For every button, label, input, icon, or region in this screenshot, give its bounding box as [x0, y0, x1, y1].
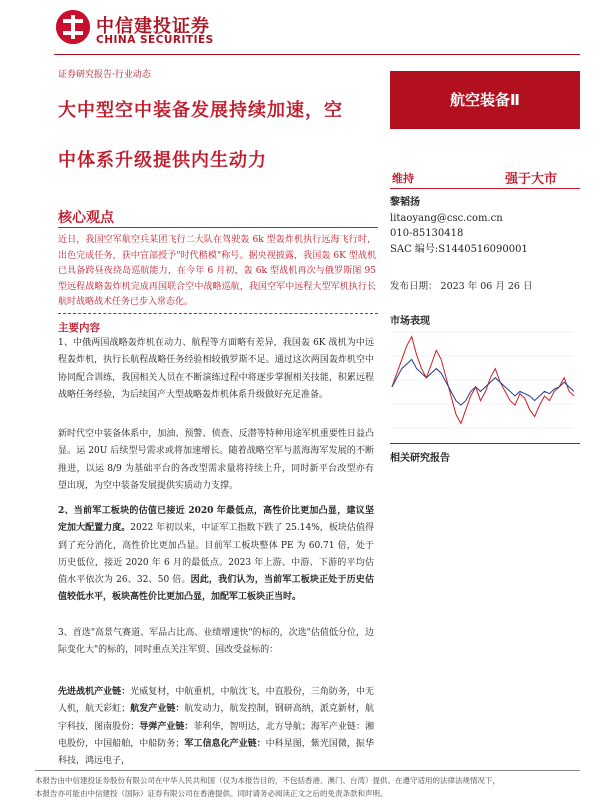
rating-value: 强于大市 — [505, 172, 558, 187]
core-view-divider — [58, 227, 378, 228]
section-divider — [58, 313, 378, 314]
publish-date: 发布日期： 2023 年 06 月 26 日 — [390, 281, 533, 292]
chain-stocks-info: 中科星图，紫光国微，振华科技，鸿远电子， — [58, 738, 374, 767]
paragraph-5 — [58, 684, 374, 770]
header-divider — [54, 54, 580, 55]
related-divider — [390, 443, 580, 444]
chain-label-missile: 导弹产业链： — [139, 721, 194, 732]
industry-label: 航空装备Ⅱ — [450, 91, 520, 109]
paragraph-1: 1、中俄两国战略轰炸机在动力、航程等方面略有差异，我国轰 6K 战机为中远程轰炸机，执行长航程战略任务经验相较俄罗斯不足。通过这次两国轰炸机空中协同配合训练，我国相关人员在不断演练过程中将逐步掌握相关技能，积累远程战略任务经验，为后续国产大型战略轰炸机体系升级做好充足准备。 — [58, 338, 374, 400]
analyst-info — [390, 195, 528, 257]
paragraph-3-lead: 2、当前军工板块的估值已接近 2020 年最低点，高性价比更加凸显，建议坚定加大配置力度。 — [58, 506, 374, 534]
market-performance-title: 市场表现 — [390, 316, 430, 327]
paragraph-4: 3、首选"高景气赛道、军品占比高、业绩增速快"的标的，次选"估值低分位，边际变化大"的标的，同时重点关注军贸、国改受益标的： — [58, 628, 374, 656]
core-view-text: 近日，我国空军航空兵某团飞行二大队在驾驶轰 6k 型轰炸机执行远海飞行时，出色完成任务，获中宣部授予"时代楷模"称号。据央视披露，我国轰 6K 型战机已具备跨昼夜绕岛巡航能力，在今年 6 月初，轰 6k 型战机再次与俄罗斯图 95 型远程战略轰炸机完成再国联合空中战略巡航，我国空军中远程大型军机执行长航时战略战术任务已步入常态化。 — [58, 235, 376, 308]
paragraph-3-conclusion: 因此，我们认为，当前军工板块正处于历史估值较低水平，板块高性价比更加凸显，加配军工板块正当时。 — [58, 575, 374, 603]
footer-divider — [35, 770, 580, 771]
company-logo-icon — [56, 10, 90, 44]
paragraph-3 — [58, 503, 374, 607]
chain-stocks-aircraft: 光威复材，中航重机，中航沈飞，中直股份，三角防务，中无人机，航天彩虹； — [58, 687, 374, 715]
analyst-email[interactable]: litaoyang@csc.com.cn — [390, 212, 503, 224]
analyst-phone: 010-85130418 — [390, 228, 464, 239]
chain-label-engine: 航发产业链： — [130, 704, 185, 715]
logo-chinese-name: 中信建投证券 — [96, 16, 210, 37]
paragraph-2: 新时代空中装备体系中，加油、预警、侦查、反潜等特种用途军机重要性日益凸显。运 20U 后续型号需求或将加速增长。随着战略空军与蓝海海军发展的不断推进，以运 8/9 为基础平台的各改型需求量将持续上升，同时新平台改型亦有望出现，为空中装备发展提供实质动力支撑。 — [58, 429, 374, 491]
report-title-line-1: 大中型空中装备发展持续加速，空 — [58, 100, 343, 121]
report-title-line-2: 中体系升级提供内生动力 — [58, 150, 267, 171]
chain-label-aircraft: 先进战机产业链： — [58, 687, 131, 697]
breadcrumb: 证券研究报告·行业动态 — [58, 70, 151, 80]
footer-line-2: 本报告亦可能由中信建投（国际）证券有限公司在香港提供。同时请务必阅读正文之后的免责条款和声明。 — [35, 789, 388, 798]
related-reports-title: 相关研究报告 — [390, 453, 450, 464]
chain-stocks-engine: 航发动力，航发控制，钢研高纳，派克新材，航宇科技，图南股份； — [58, 704, 374, 732]
industry-banner — [390, 71, 580, 129]
main-content-title: 主要内容 — [58, 322, 100, 334]
chain-stocks-missile: 菲利华，智明达，北方导航；海军产业链：湘电股份，中国船舶，中船防务； — [58, 721, 374, 749]
market-performance-chart — [388, 326, 578, 436]
analyst-name: 黎韬扬 — [390, 197, 420, 208]
analyst-sac: SAC 编号:S1440516090001 — [390, 243, 528, 255]
logo-english-name: CHINA SECURITIES — [96, 34, 214, 46]
core-view-title: 核心观点 — [58, 210, 114, 226]
footer-line-1: 本报告由中信建投证券股份有限公司在中华人民共和国（仅为本报告目的，不包括香港、澳门、台湾）提供。在遵守适用的法律法规情况下， — [35, 776, 500, 785]
chain-label-info: 军工信息化产业链： — [184, 738, 266, 749]
disclaimer-footer — [35, 774, 580, 800]
rating-action: 维持 — [392, 172, 414, 185]
paragraph-3-body: 2022 年初以来，中证军工指数下跌了 25.14%，板块估值得到了充分消化，高性价比更加凸显。目前军工板块整体 PE 为 60.71 倍，处于历史低位，接近 2020 年 6 月的最低点。2023 年上游、中游、下游的平均估值水平依次为 26、32、50 倍。 — [58, 523, 374, 586]
chart-svg — [388, 326, 578, 436]
